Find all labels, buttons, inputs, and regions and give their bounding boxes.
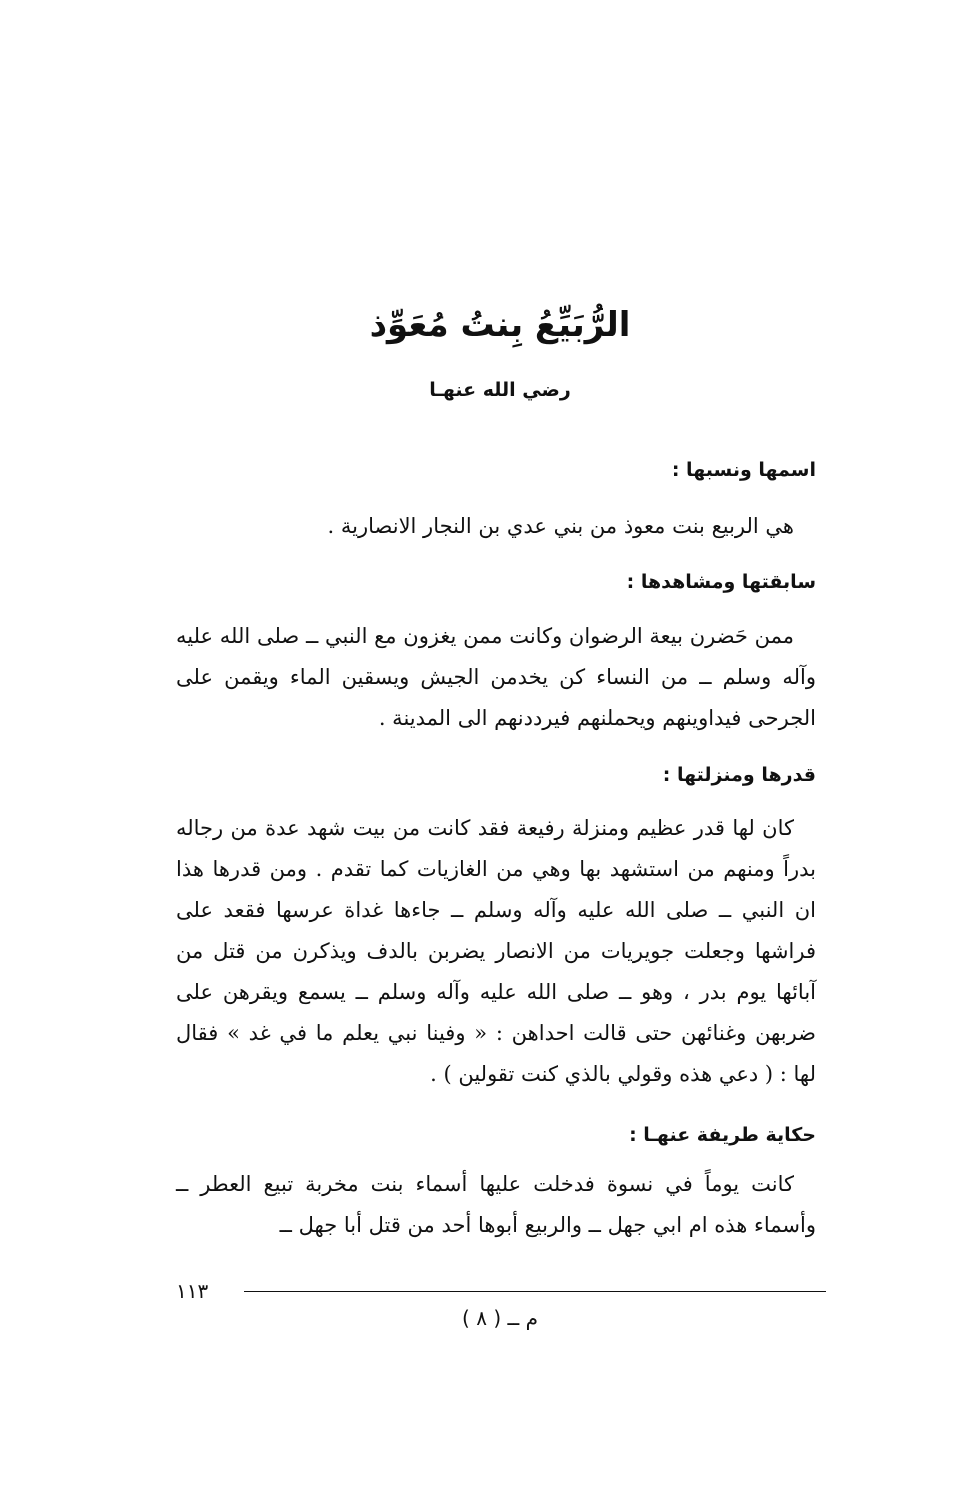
section-heading-anecdote: حكاية طريفة عنهـا : (629, 1124, 816, 1146)
page-title: الرُّبَيِّعُ بِنتُ مُعَوِّذ (369, 305, 631, 345)
section-heading-name: اسمها ونسبها : (671, 459, 816, 481)
section-heading-precedence: سابقتها ومشاهدها : (626, 571, 816, 593)
page-subtitle: رضي الله عنهـا (429, 379, 571, 401)
section-text-name: هي الربيع بنت معوذ من بني عدي بن النجار الانصارية . (327, 514, 794, 538)
section-heading-status: قدرها ومنزلتها : (662, 764, 816, 786)
page-number: ١١٣ (176, 1279, 209, 1303)
section-text-status: كان لها قدر عظيم ومنزلة رفيعة فقد كانت من بيت شهد عدة من رجاله بدراً ومنهم من استشهد بها وهي من الغازيات كما تقدم . ومن قدرها هذا ان النبي ــ صلى الله عليه وآله وسلم ــ جاءها غداة عرسها فقعد على فراشها وجعلت جويريات من الانصار يضربن بالدف ويذكرن من قتل من آبائها يوم بدر ، وهو ــ صلى الله عليه وآله وسلم ــ يسمع ويقرهن على ضربهن وغنائهن حتى قالت احداهن : « وفينا نبي يعلم ما في غد » فقال لها : ( دعي هذه وقولي بالذي كنت تقولين ) . (176, 816, 816, 1086)
footer-rule (244, 1291, 826, 1292)
section-text-precedence: ممن حَضرن بيعة الرضوان وكانت ممن يغزون مع النبي ــ صلى الله عليه وآله وسلم ــ من النساء كن يخدمن الجيش ويسقين الماء ويقمن على الجرحى فيداوينهم ويحملنهم فيرددنهم الى المدينة . (176, 624, 816, 730)
printer-signature: م ــ ( ٨ ) (462, 1306, 538, 1330)
section-text-anecdote: كانت يوماً في نسوة فدخلت عليها أسماء بنت مخربة تبيع العطر ــ وأسماء هذه ام ابي جهل ــ والربيع أبوها أحد من قتل أبا جهل ــ (176, 1172, 816, 1237)
